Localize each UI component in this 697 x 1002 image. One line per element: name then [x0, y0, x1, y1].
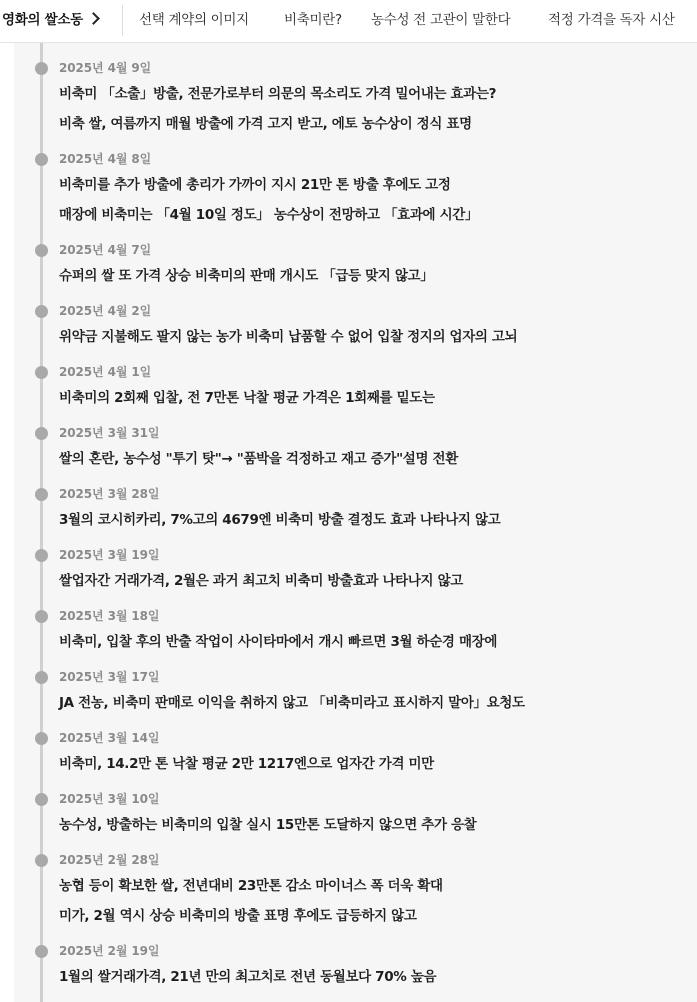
- timeline-dot: [35, 366, 48, 379]
- timeline-dot: [35, 244, 48, 257]
- timeline-date: 2025년 3월 31일: [59, 426, 160, 440]
- timeline-dot: [35, 854, 48, 867]
- headline-link[interactable]: 비축미의 2회째 입찰, 전 7만톤 낙찰 평균 가격은 1회째를 밑도는: [59, 390, 435, 406]
- tab-what-is-stockpiled-rice[interactable]: 비축미란?: [284, 12, 342, 28]
- timeline-dot: [35, 153, 48, 166]
- timeline-date: 2025년 3월 17일: [59, 670, 160, 684]
- timeline-date: 2025년 4월 1일: [59, 365, 152, 379]
- timeline-dot: [35, 793, 48, 806]
- series-title-link[interactable]: [2, 0, 98, 42]
- timeline-date: 2025년 2월 19일: [59, 944, 160, 958]
- timeline-entry: [14, 943, 697, 986]
- headline-link[interactable]: JA 전농, 비축미 판매로 이익을 취하지 않고 「비축미라고 표시하지 말아」요청도: [59, 695, 525, 711]
- timeline-entry: [14, 242, 697, 285]
- timeline-entry: [14, 486, 697, 529]
- headline-link[interactable]: 비축미, 14.2만 톤 낙찰 평균 2만 1217엔으로 업자간 가격 미만: [59, 756, 434, 772]
- timeline-entries: [14, 60, 697, 1002]
- headline-link[interactable]: 농수성, 방출하는 비축미의 입찰 실시 15만톤 도달하지 않으면 추가 응찰: [59, 817, 477, 833]
- timeline-entry: [14, 60, 697, 133]
- timeline-dot: [35, 732, 48, 745]
- headline-link[interactable]: 위약금 지불해도 팔지 않는 농가 비축미 납품할 수 없어 입찰 정지의 업자의 고뇌: [59, 329, 518, 345]
- headline-link[interactable]: 1월의 쌀거래가격, 21년 만의 최고치로 전년 동월보다 70% 높음: [59, 969, 437, 985]
- headline-link[interactable]: 비축 쌀, 여름까지 매월 방출에 가격 고지 받고, 에토 농수상이 정식 표명: [59, 116, 472, 132]
- tab-price-estimate[interactable]: 적정 가격을 독자 시산: [548, 12, 675, 28]
- timeline-entry: [14, 151, 697, 224]
- timeline-dot: [35, 549, 48, 562]
- timeline-entry: [14, 425, 697, 468]
- series-title-label: 영화의 쌀소동: [2, 12, 83, 28]
- timeline-date: 2025년 2월 28일: [59, 853, 160, 867]
- timeline-date: 2025년 3월 18일: [59, 609, 160, 623]
- timeline-panel: [14, 43, 697, 1002]
- timeline-date: 2025년 4월 9일: [59, 61, 152, 75]
- timeline-dot: [35, 671, 48, 684]
- timeline-dot: [35, 427, 48, 440]
- headline-link[interactable]: 슈퍼의 쌀 또 가격 상승 비축미의 판매 개시도 「급등 맞지 않고」: [59, 268, 434, 284]
- timeline-date: 2025년 3월 19일: [59, 548, 160, 562]
- timeline-dot: [35, 610, 48, 623]
- headline-link[interactable]: 매장에 비축미는 「4월 10일 정도」 농수상이 전망하고 「효과에 시간」: [59, 207, 479, 223]
- timeline-dot: [35, 305, 48, 318]
- headline-link[interactable]: 농협 등이 확보한 쌀, 전년대비 23만톤 감소 마이너스 폭 더욱 확대: [59, 878, 443, 894]
- timeline-entry: [14, 852, 697, 925]
- timeline-date: 2025년 3월 10일: [59, 792, 160, 806]
- timeline-dot: [35, 62, 48, 75]
- headline-link[interactable]: 쌀의 혼란, 농수성 "투기 탓"→ "품박을 걱정하고 재고 증가"설명 전환: [59, 451, 458, 467]
- headline-link[interactable]: 3월의 코시히카리, 7%고의 4679엔 비축미 방출 결정도 효과 나타나지 않고: [59, 512, 501, 528]
- timeline-date: 2025년 3월 14일: [59, 731, 160, 745]
- timeline-date: 2025년 4월 2일: [59, 304, 152, 318]
- timeline-date: 2025년 4월 8일: [59, 152, 152, 166]
- headline-link[interactable]: 쌀업자간 거래가격, 2월은 과거 최고치 비축미 방출효과 나타나지 않고: [59, 573, 463, 589]
- headline-link[interactable]: 비축미를 추가 방출에 총리가 가까이 지시 21만 톤 방출 후에도 고정: [59, 177, 451, 193]
- timeline-entry: [14, 608, 697, 651]
- nav-divider: [122, 5, 123, 36]
- timeline-entry: [14, 669, 697, 712]
- chevron-right-icon: [87, 12, 100, 25]
- timeline-dot: [35, 945, 48, 958]
- timeline-entry: [14, 791, 697, 834]
- series-nav-bar: [0, 0, 697, 43]
- tab-selection-contract[interactable]: 선택 계약의 이미지: [139, 12, 249, 28]
- timeline-entry: [14, 303, 697, 346]
- tab-former-official-speaks[interactable]: 농수성 전 고관이 말한다: [371, 12, 511, 28]
- timeline-dot: [35, 488, 48, 501]
- headline-link[interactable]: 미가, 2월 역시 상승 비축미의 방출 표명 후에도 급등하지 않고: [59, 908, 417, 924]
- timeline-date: 2025년 4월 7일: [59, 243, 152, 257]
- headline-link[interactable]: 비축미 「소출」방출, 전문가로부터 의문의 목소리도 가격 밀어내는 효과는?: [59, 86, 497, 102]
- headline-link[interactable]: 비축미, 입찰 후의 반출 작업이 사이타마에서 개시 빠르면 3월 하순경 매장에: [59, 634, 498, 650]
- timeline-entry: [14, 364, 697, 407]
- timeline-date: 2025년 3월 28일: [59, 487, 160, 501]
- timeline-entry: [14, 547, 697, 590]
- timeline-entry: [14, 730, 697, 773]
